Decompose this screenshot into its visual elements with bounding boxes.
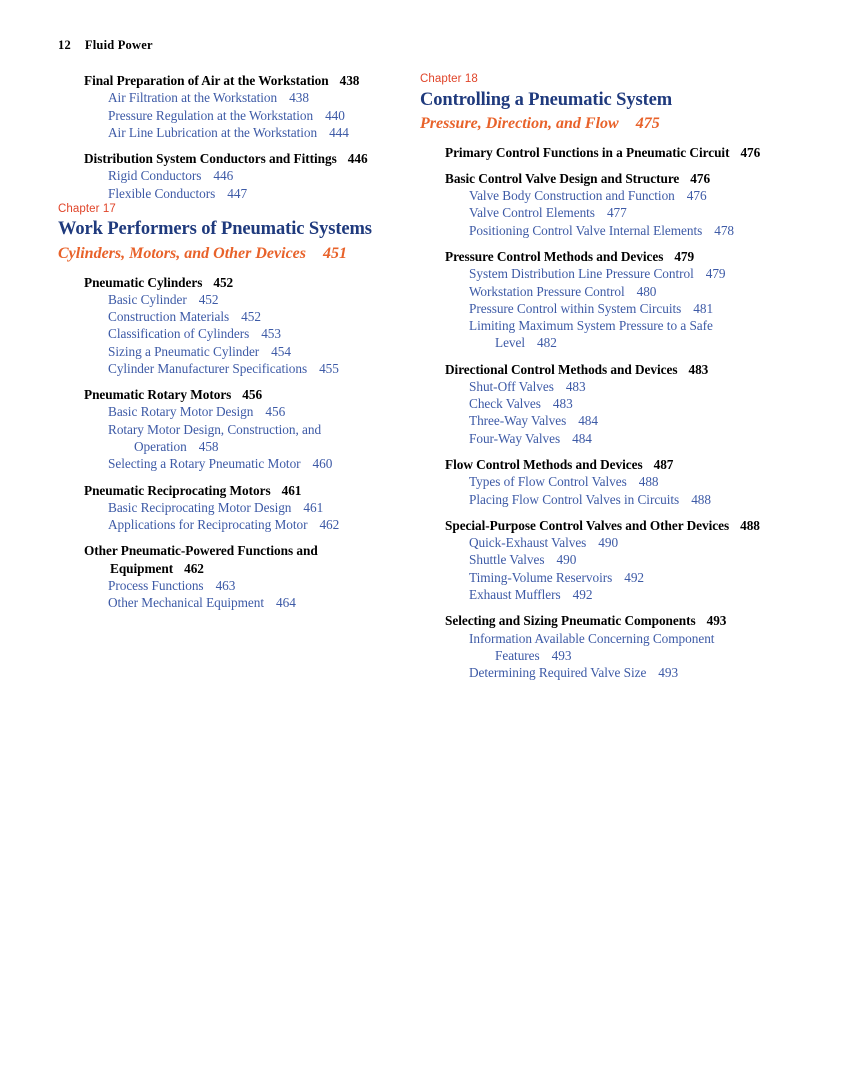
toc-entry-pneumatic-rotary-motors[interactable] bbox=[84, 386, 403, 403]
toc-entry-page-number: 453 bbox=[261, 326, 281, 342]
toc-entry-page-number: 483 bbox=[552, 396, 573, 412]
toc-entry-title: Construction Materials bbox=[108, 309, 230, 325]
toc-entry-page-number: 488 bbox=[691, 491, 711, 507]
toc-entry-page-number: 461 bbox=[303, 499, 324, 515]
toc-entry-basic-cylinder[interactable] bbox=[108, 291, 403, 308]
toc-entry-title: Rotary Motor Design, Construction, and Operation bbox=[108, 421, 322, 455]
toc-entry-title: Shut-Off Valves bbox=[469, 378, 554, 394]
toc-entry-applications-for-reciprocating-motor[interactable] bbox=[108, 516, 403, 533]
running-head bbox=[58, 38, 153, 53]
toc-entry-title: Pressure Regulation at the Workstation bbox=[108, 107, 314, 123]
toc-entry-title: Sizing a Pneumatic Cylinder bbox=[108, 343, 260, 359]
toc-entry-limiting-maximum-system-pressure-to-a-safe-level[interactable] bbox=[469, 317, 765, 352]
toc-group bbox=[58, 482, 403, 534]
toc-entry-determining-required-valve-size[interactable] bbox=[469, 664, 765, 681]
toc-entry-sizing-a-pneumatic-cylinder[interactable] bbox=[108, 343, 403, 360]
toc-entry-title: Quick-Exhaust Valves bbox=[469, 535, 587, 551]
toc-entry-page-number: 446 bbox=[213, 168, 234, 184]
chapter-heading-chapter-17[interactable] bbox=[58, 202, 403, 265]
toc-entry-primary-control-functions-in-a-pneumatic-circuit[interactable] bbox=[445, 144, 765, 161]
toc-entry-page-number: 452 bbox=[213, 274, 234, 290]
toc-entry-page-number: 447 bbox=[227, 185, 248, 201]
toc-entry-exhaust-mufflers[interactable] bbox=[469, 586, 765, 603]
toc-entry-cylinder-manufacturer-specifications[interactable] bbox=[108, 360, 403, 377]
toc-entry-page-number: 456 bbox=[265, 404, 286, 420]
toc-entry-classification-of-cylinders[interactable] bbox=[108, 325, 403, 342]
toc-column-right bbox=[420, 72, 765, 681]
chapter-subtitle-text: Cylinders, Motors, and Other Devices 451 bbox=[58, 245, 347, 263]
toc-entry-page-number: 476 bbox=[686, 188, 707, 204]
toc-group bbox=[58, 150, 403, 202]
chapter-subtitle bbox=[58, 244, 403, 264]
toc-entry-page-number: 460 bbox=[312, 456, 333, 472]
toc-entry-construction-materials[interactable] bbox=[108, 308, 403, 325]
toc-entry-title: Basic Rotary Motor Design bbox=[108, 404, 254, 420]
toc-entry-basic-rotary-motor-design[interactable] bbox=[108, 403, 403, 420]
toc-entry-page-number: 452 bbox=[198, 291, 219, 307]
toc-entry-selecting-a-rotary-pneumatic-motor[interactable] bbox=[108, 455, 403, 472]
toc-entry-air-line-lubrication-at-the-workstation[interactable] bbox=[108, 124, 403, 141]
toc-entry-page-number: 488 bbox=[638, 474, 659, 490]
toc-entry-title: Air Line Lubrication at the Workstation bbox=[108, 124, 318, 140]
toc-entry-title: Pneumatic Cylinders bbox=[84, 274, 203, 290]
toc-entry-timing-volume-reservoirs[interactable] bbox=[469, 569, 765, 586]
toc-group bbox=[58, 386, 403, 472]
toc-group bbox=[420, 456, 765, 508]
toc-entry-title: Placing Flow Control Valves in Circuits bbox=[469, 491, 680, 507]
toc-group bbox=[420, 170, 765, 239]
toc-entry-title: Four-Way Valves bbox=[469, 430, 561, 446]
toc-entry-title: Limiting Maximum System Pressure to a Safe Level bbox=[469, 318, 713, 351]
toc-entry-special-purpose-control-valves-and-other-devices[interactable] bbox=[445, 517, 765, 534]
toc-entry-title: Applications for Reciprocating Motor bbox=[108, 517, 308, 533]
running-head-title: Fluid Power bbox=[84, 38, 153, 52]
toc-entry-selecting-and-sizing-pneumatic-components[interactable] bbox=[445, 612, 765, 629]
toc-entry-title: Primary Control Functions in a Pneumatic Circuit bbox=[445, 144, 730, 160]
toc-group bbox=[58, 542, 403, 611]
toc-entry-system-distribution-line-pressure-control[interactable] bbox=[469, 265, 765, 282]
page-folio: 12 bbox=[58, 38, 71, 52]
toc-entry-page-number: 464 bbox=[276, 595, 296, 611]
toc-entry-title: Valve Body Construction and Function bbox=[469, 188, 675, 204]
toc-entry-title: Rigid Conductors bbox=[108, 168, 202, 184]
toc-entry-page-number: 493 bbox=[551, 647, 572, 663]
toc-entry-page-number: 446 bbox=[347, 151, 368, 167]
toc-entry-quick-exhaust-valves[interactable] bbox=[469, 534, 765, 551]
toc-entry-title: Final Preparation of Air at the Workstation bbox=[84, 73, 329, 88]
toc-entry-title: Exhaust Mufflers bbox=[469, 587, 561, 603]
toc-entry-page-number: 483 bbox=[565, 378, 586, 394]
toc-entry-shuttle-valves[interactable] bbox=[469, 551, 765, 568]
toc-entry-page-number: 483 bbox=[688, 361, 709, 377]
chapter-title: Controlling a Pneumatic System bbox=[420, 89, 673, 110]
toc-entry-title: Selecting a Rotary Pneumatic Motor bbox=[108, 456, 301, 472]
toc-entry-page-number: 454 bbox=[271, 343, 291, 359]
toc-entry-title: Other Mechanical Equipment bbox=[108, 595, 264, 611]
toc-entry-title: Pressure Control Methods and Devices bbox=[445, 248, 664, 264]
toc-group bbox=[420, 612, 765, 681]
toc-entry-page-number: 492 bbox=[624, 569, 645, 585]
chapter-subtitle-page-number: 475 bbox=[635, 115, 660, 133]
toc-entry-title: Three-Way Valves bbox=[469, 413, 567, 429]
toc-entry-title: Air Filtration at the Workstation bbox=[108, 90, 278, 106]
toc-entry-process-functions[interactable] bbox=[108, 577, 403, 594]
chapter-heading-chapter-18[interactable] bbox=[420, 72, 765, 135]
toc-entry-title: Pressure Control within System Circuits bbox=[469, 300, 682, 316]
toc-entry-page-number: 455 bbox=[319, 360, 339, 376]
toc-entry-title: Process Functions bbox=[108, 578, 204, 594]
toc-entry-title: Basic Cylinder bbox=[108, 291, 187, 307]
toc-group bbox=[58, 72, 403, 141]
toc-entry-title: Pneumatic Reciprocating Motors bbox=[84, 482, 271, 498]
toc-entry-rotary-motor-design-construction-and-operation[interactable] bbox=[108, 421, 403, 456]
toc-entry-three-way-valves[interactable] bbox=[469, 412, 765, 429]
toc-entry-check-valves[interactable] bbox=[469, 395, 765, 412]
toc-entry-page-number: 456 bbox=[242, 387, 263, 403]
toc-entry-title: Flow Control Methods and Devices bbox=[445, 457, 643, 473]
toc-group bbox=[420, 361, 765, 447]
toc-entry-title: Classification of Cylinders bbox=[108, 326, 250, 342]
toc-entry-page-number: 493 bbox=[706, 613, 727, 629]
toc-entry-page-number: 481 bbox=[693, 300, 714, 316]
toc-entry-flow-control-methods-and-devices[interactable] bbox=[445, 456, 765, 473]
toc-entry-title: Timing-Volume Reservoirs bbox=[469, 569, 613, 585]
toc-entry-pressure-control-within-system-circuits[interactable] bbox=[469, 300, 765, 317]
toc-entry-title: Information Available Concerning Component Features bbox=[469, 630, 715, 663]
toc-entry-distribution-system-conductors-and-fittings[interactable] bbox=[84, 150, 403, 167]
toc-entry-title: Basic Reciprocating Motor Design bbox=[108, 499, 292, 515]
toc-entry-page-number: 479 bbox=[705, 266, 726, 282]
toc-entry-title: Flexible Conductors bbox=[108, 185, 216, 201]
toc-entry-basic-reciprocating-motor-design[interactable] bbox=[108, 499, 403, 516]
toc-entry-directional-control-methods-and-devices[interactable] bbox=[445, 361, 765, 378]
toc-entry-page-number: 452 bbox=[241, 309, 261, 325]
toc-entry-air-filtration-at-the-workstation[interactable] bbox=[108, 89, 403, 106]
chapter-label: Chapter 17 bbox=[58, 202, 116, 215]
toc-entry-placing-flow-control-valves-in-circuits[interactable] bbox=[469, 491, 765, 508]
toc-entry-page-number: 458 bbox=[198, 439, 219, 455]
chapter-label: Chapter 18 bbox=[420, 73, 478, 85]
toc-entry-title: Shuttle Valves bbox=[469, 552, 545, 568]
toc-column-left bbox=[58, 72, 403, 612]
toc-entry-page-number: 476 bbox=[690, 170, 711, 186]
toc-entry-rigid-conductors[interactable] bbox=[108, 167, 403, 184]
toc-entry-basic-control-valve-design-and-structure[interactable] bbox=[445, 170, 765, 187]
toc-entry-four-way-valves[interactable] bbox=[469, 430, 765, 447]
toc-entry-title: Directional Control Methods and Devices bbox=[445, 361, 678, 377]
chapter-title: Work Performers of Pneumatic Systems bbox=[58, 219, 372, 240]
toc-entry-workstation-pressure-control[interactable] bbox=[469, 283, 765, 300]
toc-entry-title: Special-Purpose Control Valves and Other Devices bbox=[445, 517, 730, 533]
toc-entry-page-number: 484 bbox=[578, 413, 598, 429]
toc-entry-title: Determining Required Valve Size bbox=[469, 665, 647, 681]
toc-entry-page-number: 488 bbox=[740, 517, 760, 533]
toc-entry-flexible-conductors[interactable] bbox=[108, 185, 403, 202]
chapter-subtitle-text: Pressure, Direction, and Flow 475 bbox=[420, 115, 660, 133]
toc-entry-shut-off-valves[interactable] bbox=[469, 378, 765, 395]
toc-entry-page-number: 462 bbox=[319, 517, 340, 533]
toc-entry-page-number: 487 bbox=[653, 457, 674, 473]
toc-entry-page-number: 484 bbox=[572, 430, 592, 446]
toc-entry-page-number: 476 bbox=[740, 144, 761, 160]
toc-entry-other-mechanical-equipment[interactable] bbox=[108, 594, 403, 611]
toc-entry-page-number: 461 bbox=[281, 482, 302, 498]
toc-entry-pressure-control-methods-and-devices[interactable] bbox=[445, 248, 765, 265]
toc-entry-page-number: 493 bbox=[658, 665, 679, 681]
toc-entry-title: System Distribution Line Pressure Control bbox=[469, 266, 694, 282]
toc-entry-pneumatic-cylinders[interactable] bbox=[84, 274, 403, 291]
toc-entry-page-number: 462 bbox=[184, 560, 204, 576]
toc-entry-page-number: 490 bbox=[556, 552, 577, 568]
toc-group bbox=[58, 274, 403, 378]
toc-entry-page-number: 438 bbox=[339, 73, 360, 88]
toc-entry-page-number: 477 bbox=[606, 205, 627, 221]
toc-entry-pressure-regulation-at-the-workstation[interactable] bbox=[108, 107, 403, 124]
toc-entry-page-number: 440 bbox=[325, 107, 345, 123]
toc-entry-page-number: 463 bbox=[215, 578, 236, 594]
toc-entry-pneumatic-reciprocating-motors[interactable] bbox=[84, 482, 403, 499]
toc-entry-title: Other Pneumatic-Powered Functions and Equipment bbox=[84, 543, 318, 576]
toc-group bbox=[420, 517, 765, 603]
toc-entry-title: Workstation Pressure Control bbox=[469, 283, 625, 299]
toc-entry-title: Selecting and Sizing Pneumatic Components bbox=[445, 613, 696, 629]
toc-entry-other-pneumatic-powered-functions-and-equipment[interactable] bbox=[84, 542, 403, 577]
toc-entry-valve-control-elements[interactable] bbox=[469, 204, 765, 221]
toc-entry-valve-body-construction-and-function[interactable] bbox=[469, 187, 765, 204]
toc-entry-title: Cylinder Manufacturer Specifications bbox=[108, 360, 308, 376]
toc-entry-title: Positioning Control Valve Internal Elements bbox=[469, 222, 703, 238]
chapter-subtitle-page-number: 451 bbox=[323, 245, 347, 263]
toc-entry-information-available-concerning-component-featu[interactable] bbox=[469, 630, 765, 665]
toc-entry-title: Distribution System Conductors and Fittings bbox=[84, 151, 337, 167]
toc-entry-page-number: 479 bbox=[674, 248, 695, 264]
toc-entry-title: Valve Control Elements bbox=[469, 205, 595, 221]
chapter-subtitle bbox=[420, 114, 765, 134]
toc-entry-page-number: 438 bbox=[289, 90, 309, 106]
toc-entry-page-number: 492 bbox=[572, 587, 593, 603]
toc-entry-positioning-control-valve-internal-elements[interactable] bbox=[469, 222, 765, 239]
toc-entry-page-number: 444 bbox=[329, 124, 349, 140]
toc-entry-page-number: 482 bbox=[537, 335, 557, 351]
toc-entry-title: Types of Flow Control Valves bbox=[469, 474, 627, 490]
toc-group bbox=[420, 248, 765, 352]
toc-entry-title: Basic Control Valve Design and Structure bbox=[445, 170, 680, 186]
toc-entry-title: Pneumatic Rotary Motors bbox=[84, 387, 232, 403]
toc-entry-page-number: 478 bbox=[714, 222, 735, 238]
toc-group bbox=[420, 144, 765, 161]
toc-entry-final-preparation-of-air-at-the-workstation[interactable] bbox=[84, 72, 403, 89]
toc-entry-page-number: 480 bbox=[636, 283, 657, 299]
toc-entry-page-number: 490 bbox=[598, 535, 619, 551]
toc-entry-types-of-flow-control-valves[interactable] bbox=[469, 473, 765, 490]
toc-entry-title: Check Valves bbox=[469, 396, 541, 412]
